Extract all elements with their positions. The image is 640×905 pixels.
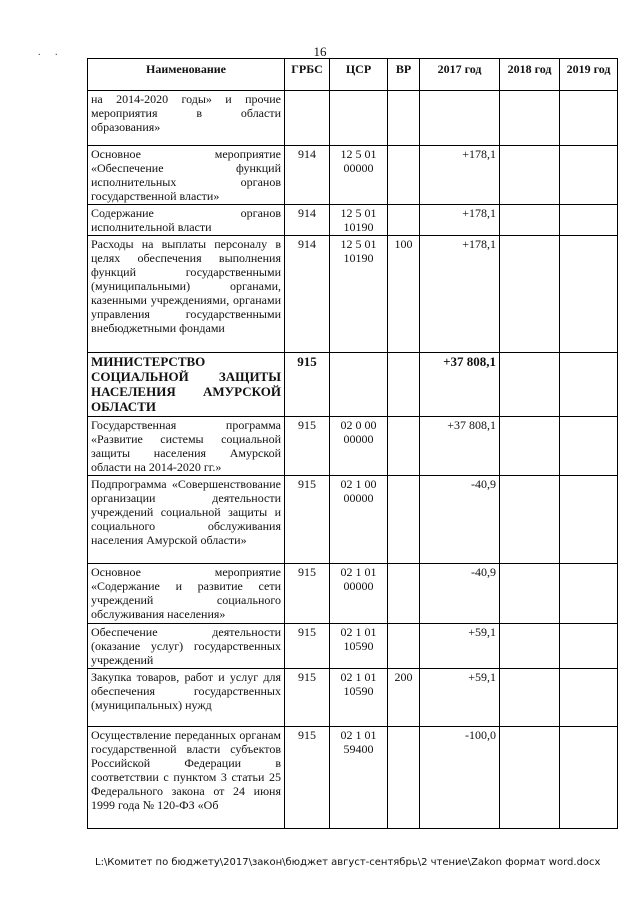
cell-2018 — [500, 624, 560, 669]
cell-name: Основное мероприятие «Содержание и развитие сети учреждений социального обслуживания населения» — [88, 564, 285, 624]
cell-2018 — [500, 564, 560, 624]
cell-2019 — [560, 564, 618, 624]
header-grbs: ГРБС — [285, 59, 330, 91]
cell-vr — [388, 91, 420, 146]
cell-2019 — [560, 669, 618, 727]
cell-2018 — [500, 146, 560, 205]
cell-csr: 02 1 01 10590 — [330, 624, 388, 669]
table-row — [88, 91, 618, 146]
cell-vr — [388, 476, 420, 564]
cell-grbs: 915 — [285, 669, 330, 727]
header-csr: ЦСР — [330, 59, 388, 91]
cell-csr: 12 5 01 00000 — [330, 146, 388, 205]
table-row — [88, 205, 618, 236]
table-row — [88, 624, 618, 669]
cell-csr: 02 1 00 00000 — [330, 476, 388, 564]
cell-grbs: 915 — [285, 624, 330, 669]
table-row — [88, 669, 618, 727]
cell-name: МИНИСТЕРСТВО СОЦИАЛЬНОЙ ЗАЩИТЫ НАСЕЛЕНИЯ АМУРСКОЙ ОБЛАСТИ — [88, 353, 285, 417]
cell-2018 — [500, 236, 560, 353]
cell-2017: -100,0 — [420, 727, 500, 829]
cell-name: Подпрограмма «Совершенствование организации деятельности учреждений социальной защиты и социального обслуживания населения Амурской области» — [88, 476, 285, 564]
cell-2019 — [560, 205, 618, 236]
cell-2018 — [500, 205, 560, 236]
cell-grbs — [285, 91, 330, 146]
cell-csr — [330, 353, 388, 417]
cell-2018 — [500, 417, 560, 476]
page-number: 16 — [313, 44, 327, 59]
table-row — [88, 476, 618, 564]
cell-grbs: 915 — [285, 476, 330, 564]
cell-2017: +178,1 — [420, 146, 500, 205]
cell-2019 — [560, 91, 618, 146]
cell-2018 — [500, 669, 560, 727]
table-row — [88, 353, 618, 417]
cell-grbs: 914 — [285, 236, 330, 353]
cell-2017: +178,1 — [420, 236, 500, 353]
table-header-row — [88, 59, 618, 91]
cell-vr — [388, 146, 420, 205]
cell-2017: +37 808,1 — [420, 417, 500, 476]
cell-2017: +59,1 — [420, 669, 500, 727]
cell-vr: 200 — [388, 669, 420, 727]
table-row — [88, 236, 618, 353]
cell-2018 — [500, 476, 560, 564]
cell-grbs: 914 — [285, 146, 330, 205]
table-row — [88, 727, 618, 829]
header-name: Наименование — [88, 59, 285, 91]
cell-csr: 02 0 00 00000 — [330, 417, 388, 476]
cell-2019 — [560, 353, 618, 417]
table-row — [88, 146, 618, 205]
cell-2018 — [500, 727, 560, 829]
table-row — [88, 564, 618, 624]
cell-2019 — [560, 417, 618, 476]
cell-2019 — [560, 624, 618, 669]
cell-2017: -40,9 — [420, 564, 500, 624]
cell-vr — [388, 624, 420, 669]
cell-vr — [388, 205, 420, 236]
header-vr: ВР — [388, 59, 420, 91]
cell-name: Основное мероприятие «Обеспечение функций исполнительных органов государственной власти» — [88, 146, 285, 205]
cell-grbs: 915 — [285, 417, 330, 476]
cell-vr: 100 — [388, 236, 420, 353]
cell-vr — [388, 727, 420, 829]
cell-2018 — [500, 91, 560, 146]
header-2019: 2019 год — [560, 59, 618, 91]
cell-grbs: 915 — [285, 564, 330, 624]
cell-2017: -40,9 — [420, 476, 500, 564]
header-2017: 2017 год — [420, 59, 500, 91]
cell-grbs: 915 — [285, 353, 330, 417]
cell-2019 — [560, 236, 618, 353]
corner-marks: . . — [38, 47, 64, 58]
cell-name: Содержание органов исполнительной власти — [88, 205, 285, 236]
cell-csr — [330, 91, 388, 146]
cell-name: Обеспечение деятельности (оказание услуг) государственных учреждений — [88, 624, 285, 669]
cell-2017: +37 808,1 — [420, 353, 500, 417]
cell-vr — [388, 564, 420, 624]
cell-csr: 02 1 01 00000 — [330, 564, 388, 624]
cell-2017: +178,1 — [420, 205, 500, 236]
cell-grbs: 914 — [285, 205, 330, 236]
cell-name: Осуществление переданных органам государственной власти субъектов Российской Федерации в соответствии с пунктом 3 статьи 25 Федерального закона от 24 июня 1999 года № 120-ФЗ «Об — [88, 727, 285, 829]
cell-name: на 2014-2020 годы» и прочие мероприятия в области образования» — [88, 91, 285, 146]
header-2018: 2018 год — [500, 59, 560, 91]
cell-name: Закупка товаров, работ и услуг для обеспечения государственных (муниципальных) нужд — [88, 669, 285, 727]
cell-2019 — [560, 146, 618, 205]
budget-table — [87, 58, 618, 829]
footer-file-path: L:\Комитет по бюджету\2017\закон\бюджет август-сентябрь\2 чтение\Zakon формат word.docx — [95, 857, 601, 868]
cell-csr: 12 5 01 10190 — [330, 236, 388, 353]
cell-csr: 02 1 01 59400 — [330, 727, 388, 829]
table-row — [88, 417, 618, 476]
cell-grbs: 915 — [285, 727, 330, 829]
cell-2017 — [420, 91, 500, 146]
cell-name: Государственная программа «Развитие системы социальной защиты населения Амурской области на 2014-2020 гг.» — [88, 417, 285, 476]
cell-name: Расходы на выплаты персоналу в целях обеспечения выполнения функций государственными (муниципальными) органами, казенными учреждениями, органами управления государственными внебюджетными фондами — [88, 236, 285, 353]
cell-csr: 02 1 01 10590 — [330, 669, 388, 727]
cell-vr — [388, 353, 420, 417]
cell-2019 — [560, 476, 618, 564]
cell-vr — [388, 417, 420, 476]
cell-2019 — [560, 727, 618, 829]
cell-csr: 12 5 01 10190 — [330, 205, 388, 236]
cell-2017: +59,1 — [420, 624, 500, 669]
cell-2018 — [500, 353, 560, 417]
